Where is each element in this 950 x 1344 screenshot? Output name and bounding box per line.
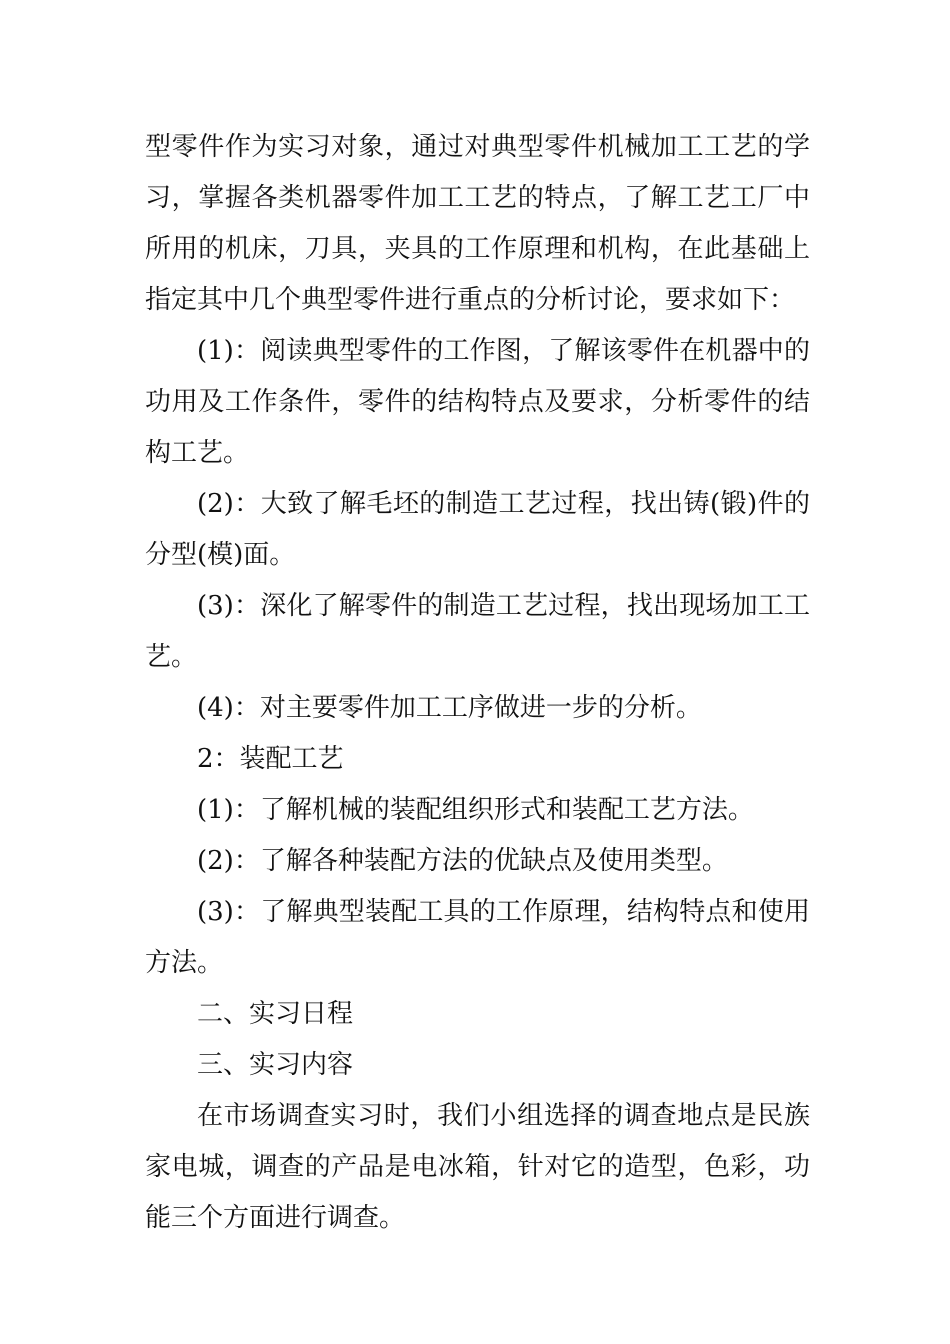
paragraph-market-survey: 在市场调查实习时，我们小组选择的调查地点是民族家电城，调查的产品是电冰箱，针对它的造型，色彩，功能三个方面进行调查。	[145, 1101, 810, 1233]
section-heading-assembly: 2：装配工艺	[197, 744, 344, 774]
paragraph-continuation: 型零件作为实习对象，通过对典型零件机械加工工艺的学习，掌握各类机器零件加工工艺的特点，了解工艺工厂中所用的机床，刀具，夹具的工作原理和机构，在此基础上指定其中几个典型零件进行重点的分析讨论，要求如下：	[145, 132, 810, 315]
paragraph-item-2: (2)：大致了解毛坯的制造工艺过程，找出铸(锻)件的分型(模)面。	[145, 489, 810, 570]
document-body	[145, 122, 810, 1244]
paragraph-item-1: (1)：阅读典型零件的工作图，了解该零件在机器中的功用及工作条件，零件的结构特点及要求，分析零件的结构工艺。	[145, 336, 810, 468]
section-heading-schedule: 二、实习日程	[197, 999, 354, 1029]
paragraph-assembly-2: (2)：了解各种装配方法的优缺点及使用类型。	[197, 846, 728, 876]
paragraph-assembly-1: (1)：了解机械的装配组织形式和装配工艺方法。	[197, 795, 754, 825]
section-heading-content: 三、实习内容	[197, 1050, 354, 1080]
paragraph-item-3: (3)：深化了解零件的制造工艺过程，找出现场加工工艺。	[145, 591, 810, 672]
paragraph-assembly-3: (3)：了解典型装配工具的工作原理，结构特点和使用方法。	[145, 897, 810, 978]
paragraph-item-4: (4)：对主要零件加工工序做进一步的分析。	[197, 693, 702, 723]
